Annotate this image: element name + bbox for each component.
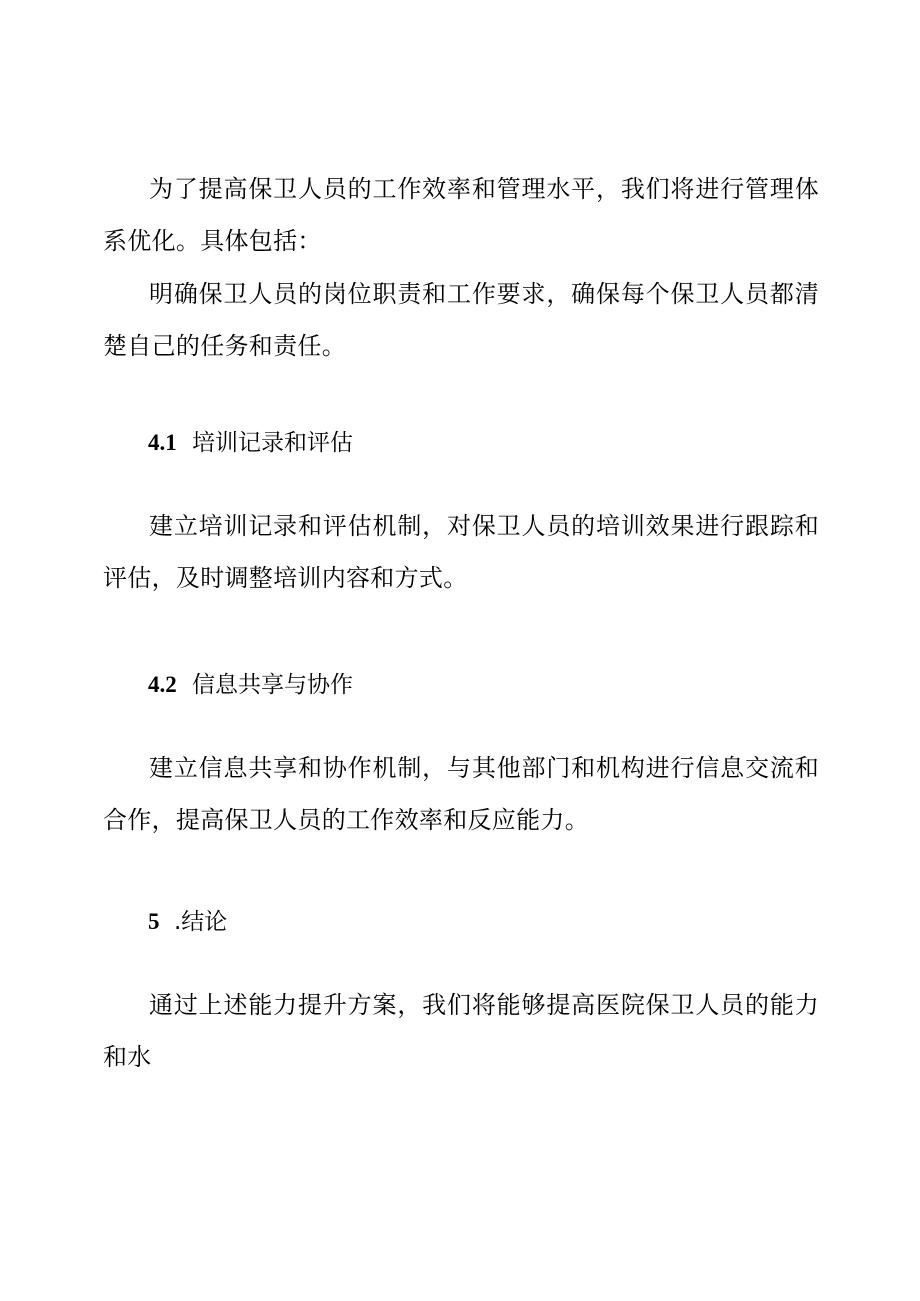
section-title: 培训记录和评估 xyxy=(192,430,353,456)
section-4-2-paragraph: 建立信息共享和协作机制，与其他部门和机构进行信息交流和合作，提高保卫人员的工作效率和反应能力。 xyxy=(103,754,819,834)
section-5-paragraph: 通过上述能力提升方案，我们将能够提高医院保卫人员的能力和水 xyxy=(103,991,819,1071)
section-title: 信息共享与协作 xyxy=(192,672,353,698)
intro-paragraph-1: 为了提高保卫人员的工作效率和管理水平，我们将进行管理体系优化。具体包括： xyxy=(103,175,819,255)
section-heading-4-2 xyxy=(148,670,353,700)
section-heading-5 xyxy=(148,907,227,937)
intro-paragraph-2: 明确保卫人员的岗位职责和工作要求，确保每个保卫人员都清楚自己的任务和责任。 xyxy=(103,280,819,360)
section-title: .结论 xyxy=(174,909,228,935)
section-heading-4-1 xyxy=(148,428,353,458)
section-4-1-paragraph: 建立培训记录和评估机制，对保卫人员的培训效果进行跟踪和评估，及时调整培训内容和方式。 xyxy=(103,512,819,592)
section-number: 4.1 xyxy=(148,430,177,455)
section-number: 5 xyxy=(148,909,160,934)
section-number: 4.2 xyxy=(148,672,177,697)
